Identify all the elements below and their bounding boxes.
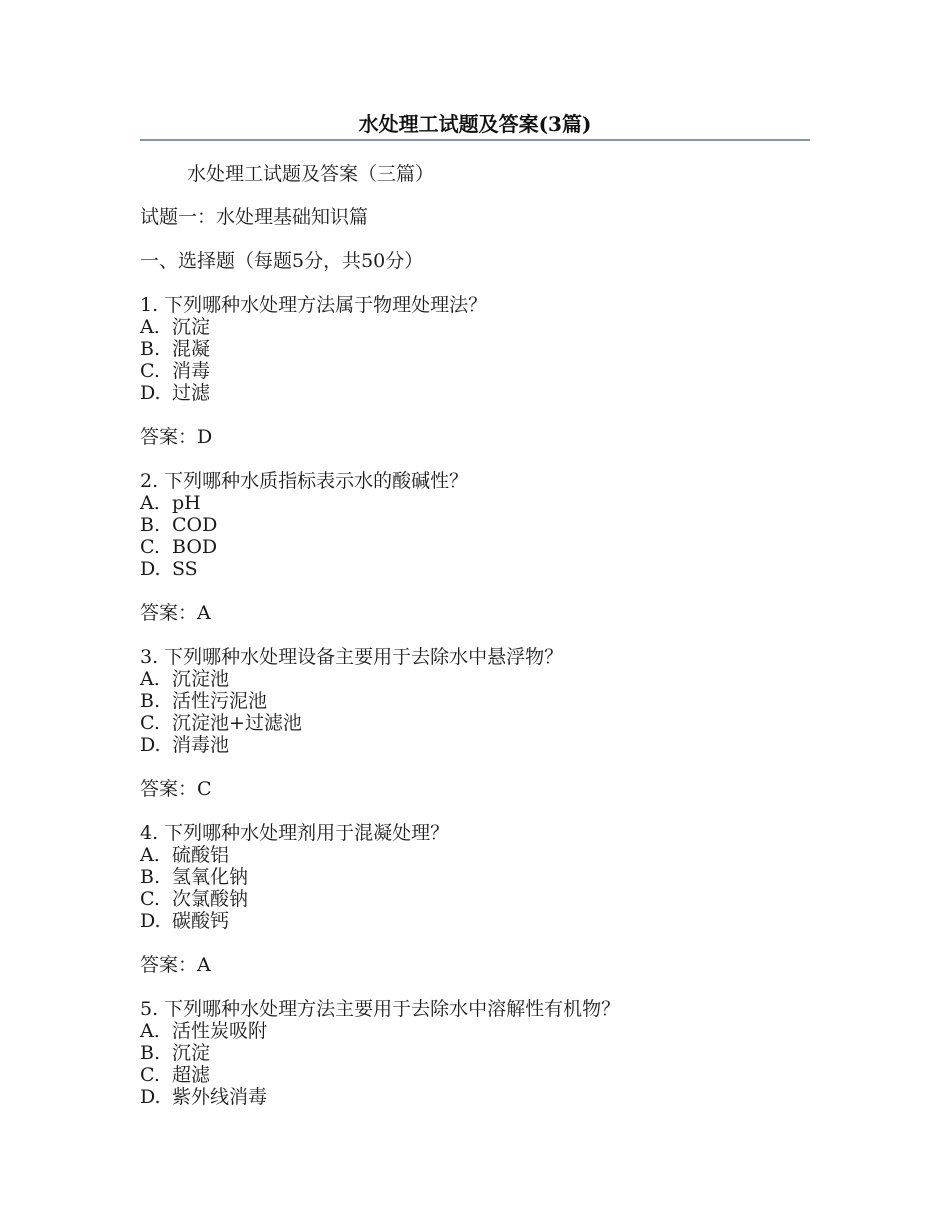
question-option [140,558,810,580]
test-heading: 试题一：水处理基础知识篇 [140,206,369,228]
answer-line [140,778,810,800]
option-letter: D. [140,734,161,756]
option-text: 过滤 [172,382,211,404]
option-letter: C. [140,712,160,734]
question-option [140,382,810,404]
option-letter: C. [140,888,160,910]
question-stem: 2. 下列哪种水质指标表示水的酸碱性？ [140,470,469,492]
question-option [140,712,810,734]
question-option [140,1042,810,1064]
option-text: 消毒 [172,360,211,382]
option-text: 混凝 [172,338,211,360]
answer-label: 答案： [140,954,198,976]
option-text: 碳酸钙 [172,910,230,932]
option-letter: A. [140,316,160,338]
question-stem: 1. 下列哪种水处理方法属于物理处理法？ [140,294,488,316]
question-option [140,888,810,910]
option-letter: A. [140,668,160,690]
answer-value: A [197,602,211,624]
option-text: 次氯酸钠 [172,888,249,910]
section-heading: 一、选择题（每题5分，共50分） [140,250,424,272]
question-option [140,690,810,712]
document-title: 水处理工试题及答案（三篇） [187,163,435,185]
option-letter: D. [140,1086,161,1108]
question-option [140,668,810,690]
option-text: 消毒池 [172,734,230,756]
question-option [140,844,810,866]
question-stem: 4. 下列哪种水处理剂用于混凝处理？ [140,822,450,844]
question-option [140,360,810,382]
page-header-title: 水处理工试题及答案(3篇) [358,112,592,136]
option-letter: B. [140,338,161,360]
question-block [140,998,810,1108]
question-option [140,1086,810,1108]
option-text: pH [172,492,201,514]
option-letter: D. [140,910,161,932]
option-letter: C. [140,360,160,382]
option-text: 紫外线消毒 [172,1086,268,1108]
option-text: 氢氧化钠 [172,866,249,888]
option-text: 沉淀 [172,1042,211,1064]
question-option [140,1064,810,1086]
answer-value: A [197,954,211,976]
option-letter: B. [140,1042,161,1064]
answer-label: 答案： [140,778,198,800]
answer-line [140,426,810,448]
option-text: 活性污泥池 [172,690,268,712]
answer-line [140,954,810,976]
option-text: 超滤 [172,1064,211,1086]
question-block [140,822,810,932]
option-text: SS [172,558,198,580]
option-text: 沉淀池 [172,668,230,690]
option-letter: A. [140,844,160,866]
option-letter: B. [140,514,161,536]
option-text: 沉淀池+过滤池 [172,712,302,734]
question-option [140,338,810,360]
option-letter: B. [140,866,161,888]
option-text: 硫酸铝 [172,844,230,866]
option-letter: B. [140,690,161,712]
question-stem: 5. 下列哪种水处理方法主要用于去除水中溶解性有机物？ [140,998,621,1020]
question-option [140,910,810,932]
question-option [140,514,810,536]
option-letter: C. [140,536,160,558]
answer-label: 答案： [140,426,198,448]
document-body [140,160,810,1130]
option-letter: A. [140,492,160,514]
option-text: 活性炭吸附 [172,1020,268,1042]
option-letter: C. [140,1064,160,1086]
question-option [140,536,810,558]
option-text: 沉淀 [172,316,211,338]
option-text: COD [172,514,218,536]
answer-line [140,602,810,624]
question-option [140,734,810,756]
option-letter: D. [140,382,161,404]
answer-value: D [197,426,213,448]
question-block [140,470,810,580]
answer-label: 答案： [140,602,198,624]
question-block [140,646,810,756]
question-option [140,1020,810,1042]
answer-value: C [197,778,212,800]
question-stem: 3. 下列哪种水处理设备主要用于去除水中悬浮物？ [140,646,564,668]
question-option [140,866,810,888]
question-option [140,492,810,514]
question-block [140,294,810,404]
header-divider [140,139,810,141]
option-letter: A. [140,1020,160,1042]
option-text: BOD [172,536,218,558]
option-letter: D. [140,558,161,580]
question-option [140,316,810,338]
